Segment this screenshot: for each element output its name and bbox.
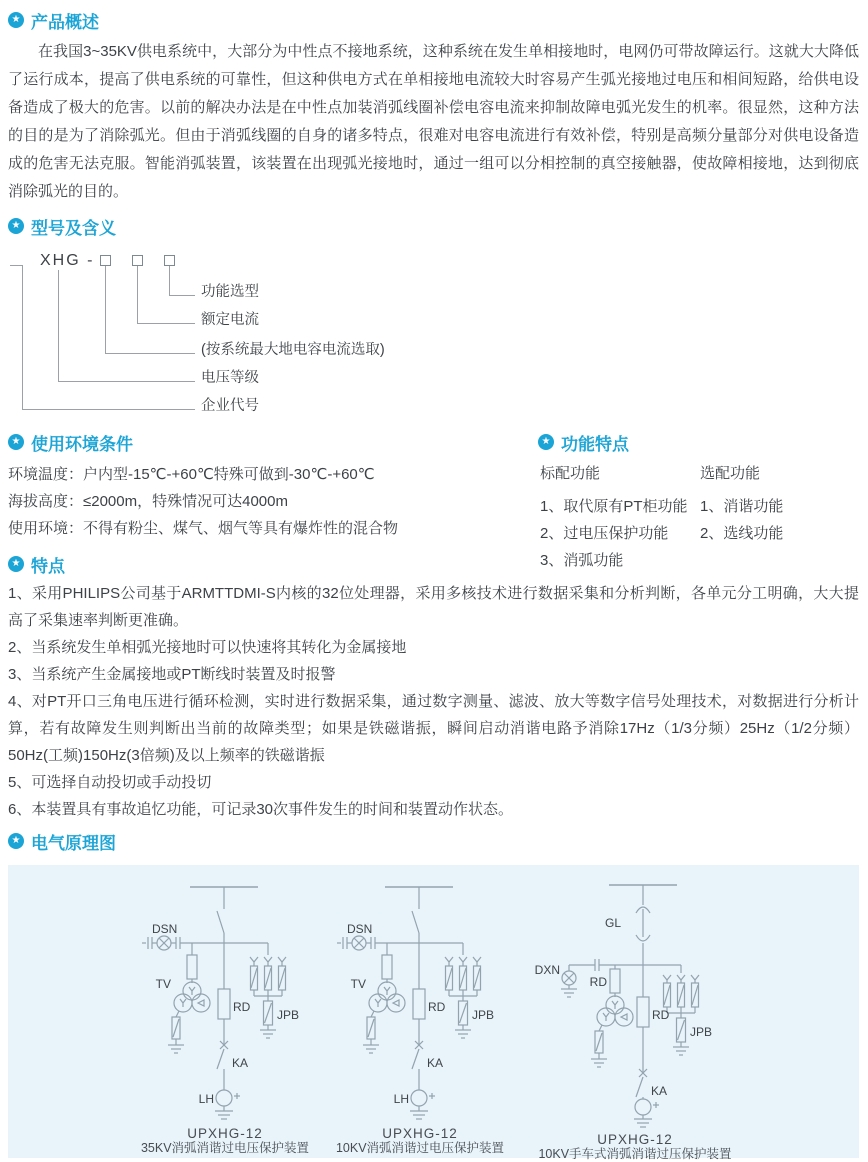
gl-label: GL bbox=[604, 916, 621, 930]
schematic-panel bbox=[8, 865, 859, 1161]
model-code-text: XHG - bbox=[40, 252, 95, 269]
model-title: 型号及含义 bbox=[31, 218, 116, 238]
feature-item: 5、可选择自动投切或手动投切 bbox=[8, 774, 212, 791]
star-circle-icon: ★ bbox=[8, 12, 24, 28]
ka-label: KA bbox=[651, 1084, 668, 1098]
rd-label: RD bbox=[589, 975, 607, 989]
jpb-label: JPB bbox=[277, 1008, 300, 1022]
model-connector-line bbox=[22, 265, 195, 410]
optional-functions-heading: 选配功能 bbox=[700, 465, 761, 482]
section-model bbox=[8, 216, 859, 422]
model-code-diagram bbox=[8, 252, 859, 422]
feature-item: 4、对PT开口三角电压进行循环检测，实时进行数据采集，通过数字测量、滤波、放大等数字信号处理技术，对数据进行分析计算，若有故障发生则判断出当前的故障类型；如果是铁磁谐振，瞬间启动消谐电路予消除17Hz（1/3分频）25Hz（1/2分频）50Hz(工频)150Hz(3倍频)及以上频率的铁磁谐振 bbox=[8, 693, 859, 764]
diagram-model: UPXHG-12 bbox=[187, 1126, 263, 1141]
ka-label: KA bbox=[232, 1056, 249, 1070]
feature-item: 2、当系统发生单相弧光接地时可以快速将其转化为金属接地 bbox=[8, 639, 407, 656]
schematic-title: 电气原理图 bbox=[31, 833, 116, 853]
circuit-drawing bbox=[535, 877, 735, 1131]
function-item: 1、取代原有PT柜功能 bbox=[540, 498, 688, 515]
star-circle-icon: ★ bbox=[8, 556, 24, 572]
model-label: 电压等级 bbox=[201, 370, 259, 386]
diagram-caption: 10KV手车式消弧消谐过压保护装置 bbox=[538, 1147, 732, 1161]
lh-label: LH bbox=[198, 1092, 214, 1106]
environment-title: 使用环境条件 bbox=[31, 434, 133, 454]
optional-functions bbox=[700, 461, 783, 547]
env-item: 环境温度：户内型-15℃-+60℃特殊可做到-30℃-+60℃ bbox=[8, 466, 375, 483]
dsn-label: DSN bbox=[347, 922, 373, 936]
diagram-caption: 35KV消弧消谐过电压保护装置 bbox=[140, 1141, 310, 1155]
feature-item: 3、当系统产生金属接地或PT断线时装置及时报警 bbox=[8, 666, 336, 683]
rd-label: RD bbox=[428, 1000, 446, 1014]
env-item: 海拔高度：≤2000m，特殊情况可达4000m bbox=[8, 493, 288, 510]
overview-header bbox=[8, 10, 859, 30]
model-label: (按系统最大地电容电流选取) bbox=[201, 342, 385, 358]
lh-label: LH bbox=[393, 1092, 409, 1106]
functions-header bbox=[538, 432, 868, 452]
section-environment bbox=[8, 432, 528, 542]
model-connector-line bbox=[10, 265, 22, 266]
circuit-diagram-10kv bbox=[310, 877, 530, 1156]
section-overview bbox=[8, 10, 859, 206]
section-functions bbox=[538, 432, 868, 569]
section-features bbox=[8, 554, 859, 823]
diagram-model: UPXHG-12 bbox=[597, 1132, 673, 1147]
overview-title: 产品概述 bbox=[31, 12, 99, 32]
two-column-region bbox=[8, 432, 859, 569]
dxn-label: DXN bbox=[534, 963, 560, 977]
tv-label: TV bbox=[155, 977, 171, 991]
tv-label: TV bbox=[350, 977, 366, 991]
model-label: 企业代号 bbox=[201, 398, 259, 414]
features-header bbox=[8, 554, 859, 574]
star-circle-icon: ★ bbox=[8, 434, 24, 450]
jpb-label: JPB bbox=[472, 1008, 495, 1022]
star-circle-icon: ★ bbox=[8, 833, 24, 849]
function-item: 1、消谐功能 bbox=[700, 498, 784, 515]
function-item: 3、消弧功能 bbox=[540, 552, 624, 569]
features-title: 特点 bbox=[31, 556, 65, 576]
schematic-header bbox=[8, 831, 859, 851]
jpb-label: JPB bbox=[690, 1025, 713, 1039]
feature-item: 1、采用PHILIPS公司基于ARMTTDMI-S内核的32位处理器，采用多核技术进行数据采集和分析判断，各单元分工明确，大大提高了采集速率判断更准确。 bbox=[8, 585, 859, 629]
environment-header bbox=[8, 432, 528, 452]
functions-title: 功能特点 bbox=[561, 434, 629, 454]
dsn-label: DSN bbox=[152, 922, 178, 936]
circuit-drawing bbox=[140, 877, 310, 1125]
overview-paragraph: 在我国3~35KV供电系统中，大部分为中性点不接地系统，这种系统在发生单相接地时，电网仍可带故障运行。这就大大降低了运行成本，提高了供电系统的可靠性，但这种供电方式在单相接地电流较大时容易产生弧光接地过电压和相间短路，给供电设备造成了极大的危害。以前的解决办法是在中性点加装消弧线圈补偿电容电流来抑制故障电弧光发生的机率。很显然，这种方法的目的是为了消除弧光。但由于消弧线圈的自身的诸多特点，很难对电容电流进行有效补偿，特别是高频分量部分对供电设备造成的危害无法克服。智能消弧装置，该装置在出现弧光接地时，通过一组可以分相控制的真空接触器，使故障相接地，达到彻底消除弧光的目的。 bbox=[8, 43, 859, 200]
model-label: 功能选型 bbox=[201, 284, 259, 300]
model-label: 额定电流 bbox=[201, 312, 259, 328]
rd-label: RD bbox=[652, 1008, 670, 1022]
env-item: 使用环境：不得有粉尘、煤气、烟气等具有爆炸性的混合物 bbox=[8, 520, 399, 537]
function-item: 2、过电压保护功能 bbox=[540, 525, 669, 542]
rd-label: RD bbox=[233, 1000, 251, 1014]
circuit-diagram-10kv-handcart bbox=[515, 877, 755, 1162]
diagram-caption: 10KV消弧消谐过电压保护装置 bbox=[335, 1141, 505, 1155]
ka-label: KA bbox=[427, 1056, 444, 1070]
circuit-diagram-35kv bbox=[115, 877, 335, 1156]
standard-functions-heading: 标配功能 bbox=[540, 465, 601, 482]
star-circle-icon: ★ bbox=[8, 218, 24, 234]
function-item: 2、选线功能 bbox=[700, 525, 784, 542]
feature-item: 6、本装置具有事故追忆功能，可记录30次事件发生的时间和装置动作状态。 bbox=[8, 801, 514, 818]
star-circle-icon: ★ bbox=[538, 434, 554, 450]
circuit-drawing bbox=[335, 877, 505, 1125]
standard-functions bbox=[540, 461, 688, 574]
section-schematic bbox=[8, 831, 859, 1161]
model-header bbox=[8, 216, 859, 236]
diagram-model: UPXHG-12 bbox=[382, 1126, 458, 1141]
